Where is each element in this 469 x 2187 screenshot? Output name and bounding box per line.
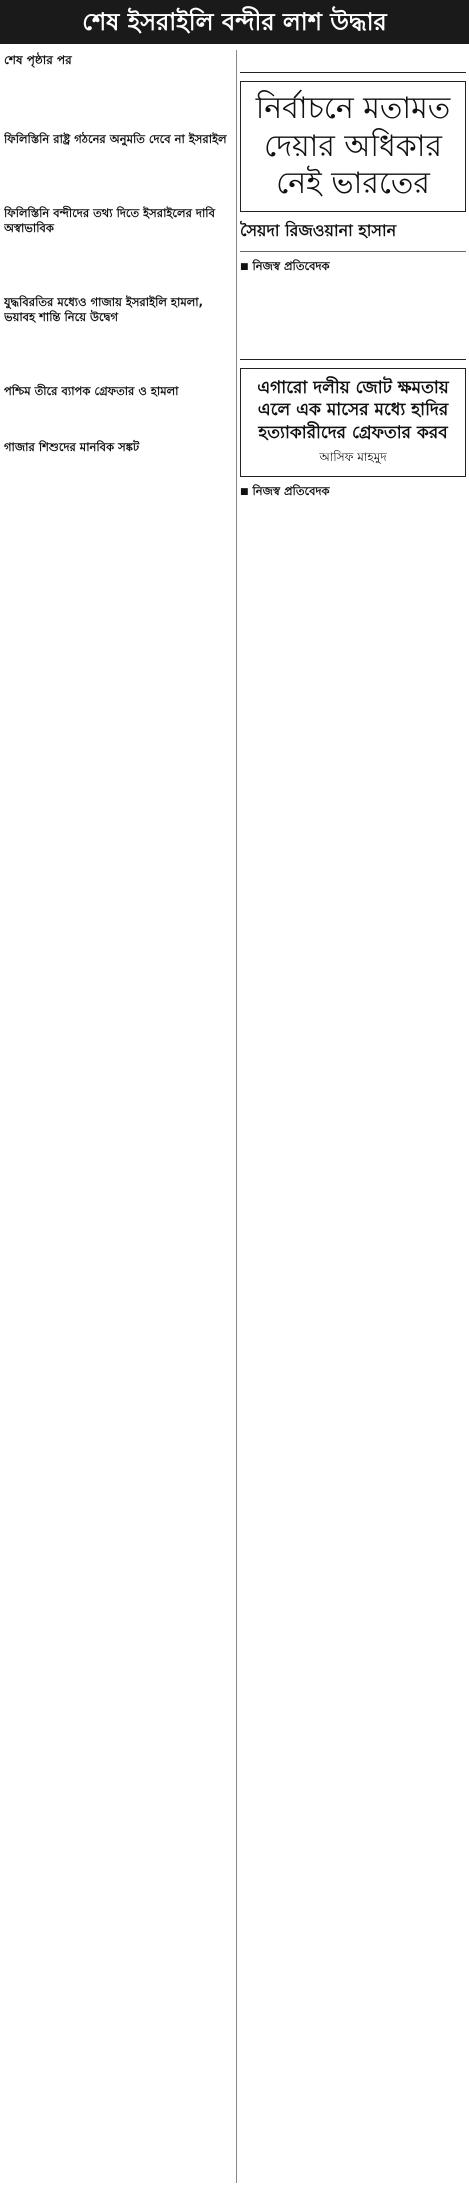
section-subhead: ফিলিস্তিনি রাষ্ট্র গঠনের অনুমতি দেবে না ইসরাইল (4, 132, 227, 146)
body-paragraph (4, 150, 233, 164)
section-subhead: গাজার শিশুদের মানবিক সঙ্কট (4, 439, 140, 454)
article-separator (240, 72, 466, 73)
body-paragraph (4, 168, 233, 182)
body-paragraph (4, 94, 233, 108)
body-paragraph (240, 562, 466, 576)
body-paragraph (4, 402, 233, 416)
body-paragraph (4, 328, 233, 342)
body-paragraph (4, 275, 233, 289)
body-paragraph (240, 616, 466, 630)
body-paragraph (4, 257, 233, 271)
body-paragraph (4, 346, 233, 360)
byline: আসিফ মাহমুদ (319, 450, 387, 465)
banner-headline: শেষ ইসরাইলি বন্দীর লাশ উদ্ধার (0, 0, 469, 44)
body-paragraph (240, 598, 466, 612)
body-paragraph (4, 458, 233, 472)
article-separator (240, 359, 466, 360)
body-paragraph (240, 301, 466, 315)
body-paragraph (240, 544, 466, 558)
article-headline: নির্বাচনে মতামত দেয়ার অধিকার নেই ভারতের (255, 91, 451, 201)
right-column (240, 50, 466, 2183)
left-column (4, 50, 233, 2183)
body-paragraph (4, 186, 233, 200)
body-paragraph (4, 420, 233, 434)
byline-rule (240, 251, 466, 252)
reporter-credit: ■ নিজস্ব প্রতিবেদক (240, 258, 466, 277)
article-headline-box (240, 368, 466, 478)
section-subhead: যুদ্ধবিরতির মধ্যেও গাজায় ইসরাইলি হামলা, ভয়াবহ শান্তি নিয়ে উদ্বেগ (4, 294, 203, 324)
section-subhead: ফিলিস্তিনি বন্দীদের তথ্য দিতে ইসরাইলের দাবি অস্বাভাবিক (4, 205, 215, 235)
continuation-label: শেষ পৃষ্ঠার পর (4, 53, 72, 67)
body-paragraph (240, 580, 466, 594)
body-paragraph (240, 50, 466, 64)
body-paragraph (240, 508, 466, 522)
body-paragraph (4, 112, 233, 126)
article-headline (247, 377, 459, 469)
body-paragraph (240, 283, 466, 297)
byline: সৈয়দা রিজওয়ানা হাসান (240, 220, 397, 240)
article-headline-text: এগারো দলীয় জোট ক্ষমতায় এলে এক মাসের মধ্যে হাদির হত্যাকারীদের গ্রেফতার করব (257, 377, 449, 444)
body-paragraph (240, 337, 466, 351)
article-headline-box (240, 81, 466, 212)
body-paragraph (4, 239, 233, 253)
column-divider (236, 50, 237, 2183)
section-subhead: পশ্চিম তীরে ব্যাপক গ্রেফতার ও হামলা (4, 383, 179, 398)
article-alliance (240, 368, 466, 631)
reporter-credit: ■ নিজস্ব প্রতিবেদক (240, 483, 466, 502)
body-paragraph (240, 319, 466, 333)
body-paragraph (240, 526, 466, 540)
article-election (240, 81, 466, 351)
body-paragraph (4, 76, 233, 90)
body-paragraph (4, 364, 233, 378)
